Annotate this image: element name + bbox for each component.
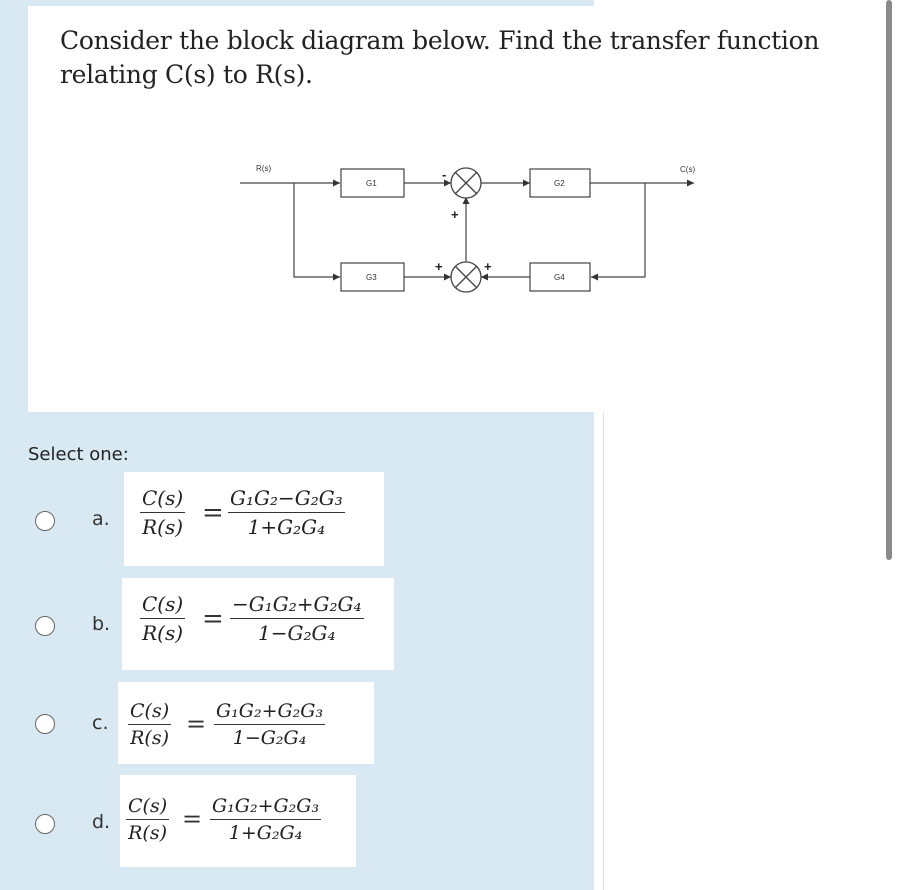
label-input: R(s) xyxy=(256,164,272,173)
lhs-denominator: R(s) xyxy=(142,515,184,539)
equals-sign: = xyxy=(202,604,224,634)
rhs-numerator: G₁G₂+G₂G₃ xyxy=(210,795,321,820)
rhs-denominator: 1−G₂G₄ xyxy=(258,621,336,645)
lhs-numerator: C(s) xyxy=(128,700,171,725)
rhs-denominator: 1+G₂G₄ xyxy=(247,515,326,539)
option-c[interactable] xyxy=(0,680,594,768)
lhs-numerator: C(s) xyxy=(140,486,185,513)
label-g1: G1 xyxy=(366,179,377,188)
label-g3: G3 xyxy=(366,273,377,282)
label-output: C(s) xyxy=(680,165,696,174)
formula-a xyxy=(124,472,384,566)
sign-sum2-left: + xyxy=(435,259,443,274)
option-letter: a. xyxy=(92,508,110,530)
lhs-denominator: R(s) xyxy=(130,727,169,749)
equals-sign: = xyxy=(202,498,224,528)
formula-c xyxy=(118,682,374,764)
option-letter: c. xyxy=(92,712,109,734)
radio-b[interactable] xyxy=(35,616,55,636)
radio-c[interactable] xyxy=(35,714,55,734)
equals-sign: = xyxy=(186,710,207,738)
radio-d[interactable] xyxy=(35,814,55,834)
question-text: Consider the block diagram below. Find the transfer function relating C(s) to R(s). xyxy=(60,26,820,89)
scrollbar-thumb[interactable] xyxy=(886,0,892,560)
feedback-line xyxy=(591,183,645,277)
rhs-numerator: G₁G₂−G₂G₃ xyxy=(228,486,345,513)
sign-sum2-right: + xyxy=(484,259,492,274)
rhs-numerator: G₁G₂+G₂G₃ xyxy=(214,700,325,725)
equals-sign: = xyxy=(182,805,203,833)
option-d[interactable] xyxy=(0,774,594,866)
sign-sum1-left: - xyxy=(442,167,447,182)
formula-d xyxy=(120,775,356,867)
lhs-numerator: C(s) xyxy=(126,795,169,820)
branch-line xyxy=(294,183,340,277)
option-b[interactable] xyxy=(0,576,594,672)
lhs-numerator: C(s) xyxy=(140,592,185,619)
option-letter: b. xyxy=(92,613,111,635)
select-one-label: Select one: xyxy=(28,444,129,465)
radio-a[interactable] xyxy=(35,511,55,531)
rhs-denominator: 1−G₂G₄ xyxy=(232,727,307,749)
rhs-denominator: 1+G₂G₄ xyxy=(228,822,303,844)
formula-b xyxy=(122,578,394,670)
option-letter: d. xyxy=(92,811,111,833)
panel-divider xyxy=(603,412,604,890)
sign-sum1-bottom: + xyxy=(451,207,459,222)
lhs-denominator: R(s) xyxy=(128,822,167,844)
label-g2: G2 xyxy=(554,179,565,188)
block-diagram xyxy=(238,155,706,297)
label-g4: G4 xyxy=(554,273,565,282)
option-a[interactable] xyxy=(0,470,594,566)
lhs-denominator: R(s) xyxy=(142,621,184,645)
rhs-numerator: −G₁G₂+G₂G₄ xyxy=(230,592,364,619)
